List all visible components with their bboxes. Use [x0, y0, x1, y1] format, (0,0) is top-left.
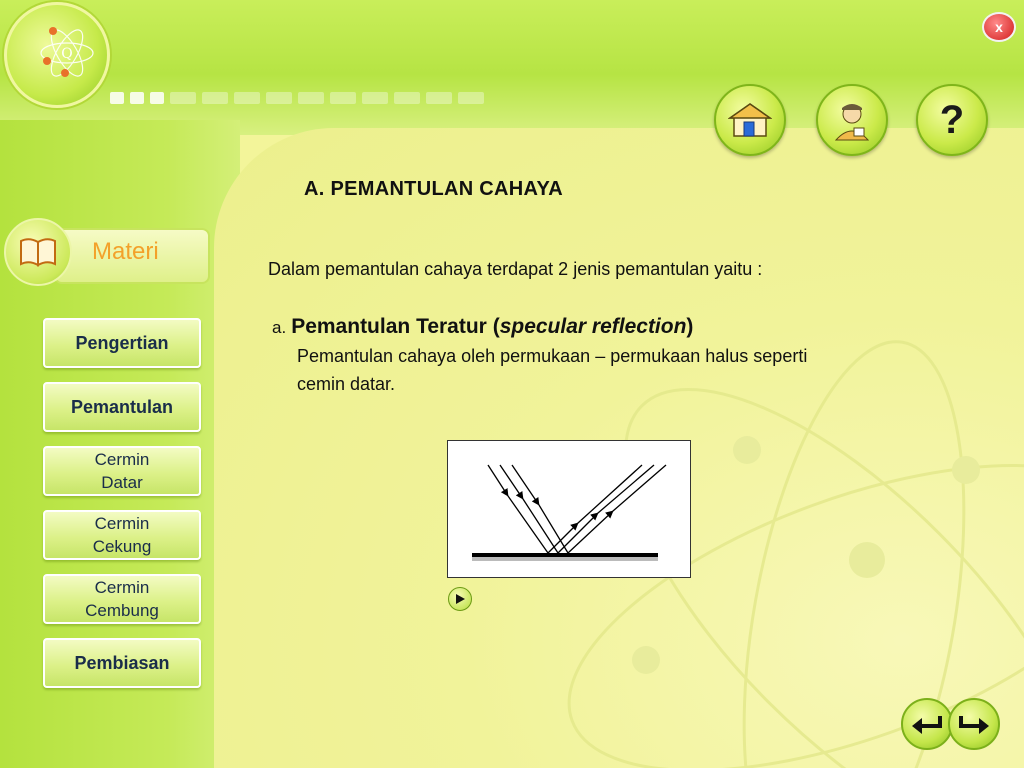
- profile-button[interactable]: [816, 84, 888, 156]
- next-arrow-icon: [957, 712, 991, 736]
- sidebar-item-pengertian[interactable]: [43, 318, 201, 368]
- atom-q-logo: [4, 2, 110, 108]
- svg-text:Q: Q: [61, 46, 73, 62]
- intro-text: Dalam pemantulan cahaya terdapat 2 jenis pemantulan yaitu :: [268, 259, 763, 279]
- sidebar-item-label: Cermin: [94, 514, 150, 533]
- sidebar-item-label: Pengertian: [75, 332, 169, 353]
- materi-tab: [4, 218, 204, 282]
- sidebar-item-label: Cermin: [94, 578, 150, 597]
- item-term: specular reflection: [499, 315, 687, 338]
- help-button[interactable]: [916, 84, 988, 156]
- specular-reflection-diagram: [447, 440, 691, 578]
- home-button[interactable]: [714, 84, 786, 156]
- page-title: A. PEMANTULAN CAHAYA: [304, 178, 563, 200]
- materi-label: Materi: [92, 238, 159, 265]
- home-icon: [728, 100, 772, 140]
- item-heading: Pemantulan Teratur (specular reflection): [291, 315, 694, 338]
- materi-icon-badge: [4, 218, 72, 286]
- sidebar-item-label: Cermin: [94, 450, 150, 469]
- sidebar-item-label: Cembung: [85, 601, 159, 620]
- sidebar-item-label: Cekung: [92, 537, 152, 556]
- back-arrow-icon: [910, 712, 944, 736]
- reflection-type-item: [272, 313, 952, 398]
- help-icon: ?: [939, 97, 965, 142]
- close-button[interactable]: [982, 12, 1016, 42]
- decor-stripes: [110, 92, 484, 106]
- sidebar-item-cermin-datar[interactable]: [43, 446, 201, 496]
- close-icon: x: [995, 19, 1003, 35]
- play-icon: [454, 593, 466, 605]
- back-button[interactable]: [901, 698, 953, 750]
- sidebar-item-label: Datar: [101, 473, 143, 492]
- play-button[interactable]: [448, 587, 472, 611]
- item-description: Pemantulan cahaya oleh permukaan – permukaan halus seperti cemin datar.: [297, 346, 808, 394]
- sidebar-item-label: Pembiasan: [74, 652, 170, 673]
- sidebar-item-cermin-cembung[interactable]: [43, 574, 201, 624]
- reflection-rays: [448, 441, 690, 577]
- item-marker: a.: [272, 318, 287, 337]
- atom-logo-icon: [7, 5, 107, 105]
- sidebar-item-cermin-cekung[interactable]: [43, 510, 201, 560]
- teacher-profile-icon: [830, 98, 874, 142]
- sidebar-item-pemantulan[interactable]: [43, 382, 201, 432]
- next-button[interactable]: [948, 698, 1000, 750]
- sidebar-item-label: Pemantulan: [70, 396, 174, 417]
- sidebar-item-pembiasan[interactable]: [43, 638, 201, 688]
- book-icon: [19, 237, 57, 267]
